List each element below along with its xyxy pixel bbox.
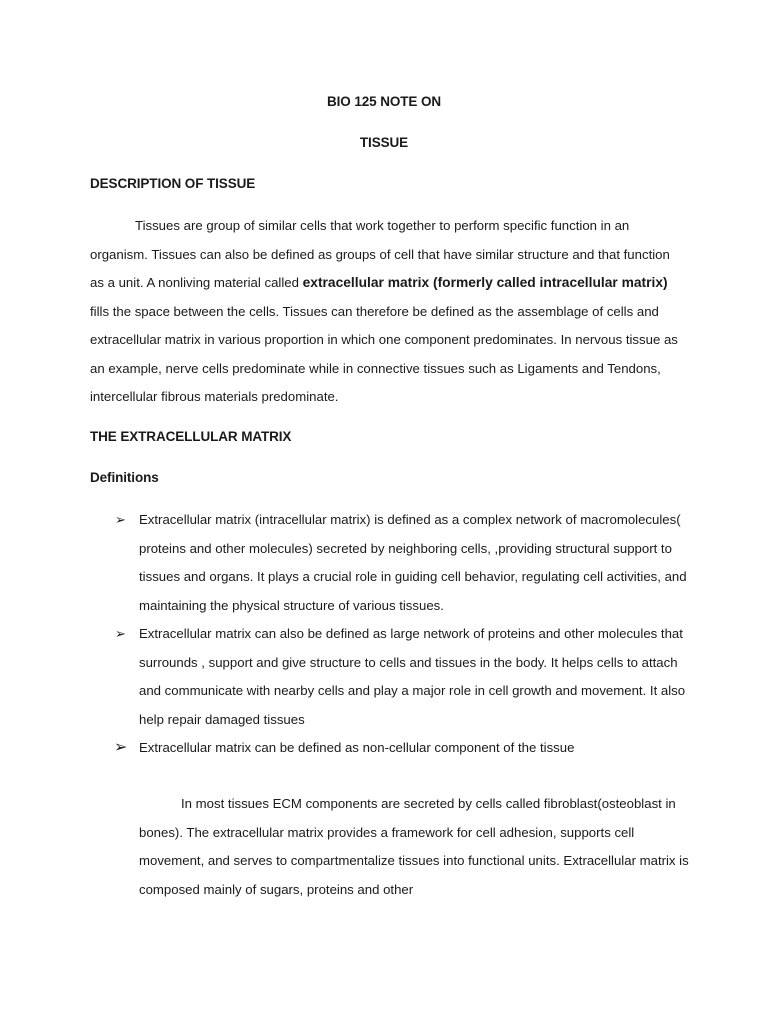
- definitions-heading: Definitions: [90, 470, 159, 485]
- list-item-text: Extracellular matrix can be defined as non-cellular component of the tissue: [139, 740, 575, 755]
- arrow-bullet-icon: ➢: [115, 512, 126, 527]
- list-item: [0, 734, 689, 763]
- list-item-text: Extracellular matrix (intracellular matrix) is defined as a complex network of macromolecules( proteins and other molecules) secreted by neighboring cells, ,providing structural support to tissues and organs. It plays a crucial role in guiding cell behavior, regulating cell activities, and maintaining the physical structure of various tissues.: [139, 512, 687, 613]
- document-title: BIO 125 NOTE ON: [326, 94, 442, 109]
- section-heading-ecm: THE EXTRACELLULAR MATRIX: [90, 429, 292, 444]
- paragraph-text-part2: fills the space between the cells. Tissues can therefore be defined as the assemblage of cells and extracellular matrix in various proportion in which one component predominates. In nervous tissue as an example, nerve cells predominate while in connective tissues such as Ligaments and Tendons, intercellular fibrous materials predominate.: [90, 303, 678, 404]
- arrow-bullet-icon: ➢: [114, 739, 128, 756]
- list-item-text: Extracellular matrix can also be defined as large network of proteins and other molecules that surrounds , support and give structure to cells and tissues in the body. It helps cells to attach and communicate with nearby cells and play a major role in cell growth and movement. It also help repair damaged tissues: [139, 626, 686, 727]
- document-subtitle: TISSUE: [359, 135, 409, 150]
- paragraph-text: In most tissues ECM components are secreted by cells called fibroblast(osteoblast in bones). The extracellular matrix provides a framework for cell adhesion, supports cell movement, and serves to compartmentalize tissues into functional units. Extracellular matrix is composed mainly of sugars, proteins and other: [139, 796, 689, 897]
- paragraph-ecm-components: [139, 790, 689, 904]
- section-heading-description: DESCRIPTION OF TISSUE: [90, 176, 256, 191]
- paragraph-description: [90, 212, 682, 412]
- definitions-list: [0, 506, 768, 763]
- arrow-bullet-icon: ➢: [115, 626, 126, 641]
- paragraph-text-part1: Tissues are group of similar cells that work together to perform specific function in an organism. Tissues can also be defined as groups of cell that have similar structure and that function as a unit. A nonliving material called: [90, 218, 670, 290]
- list-item: [0, 620, 689, 734]
- paragraph-bold-term: extracellular matrix (formerly called intracellular matrix): [302, 275, 668, 290]
- list-item: [0, 506, 689, 620]
